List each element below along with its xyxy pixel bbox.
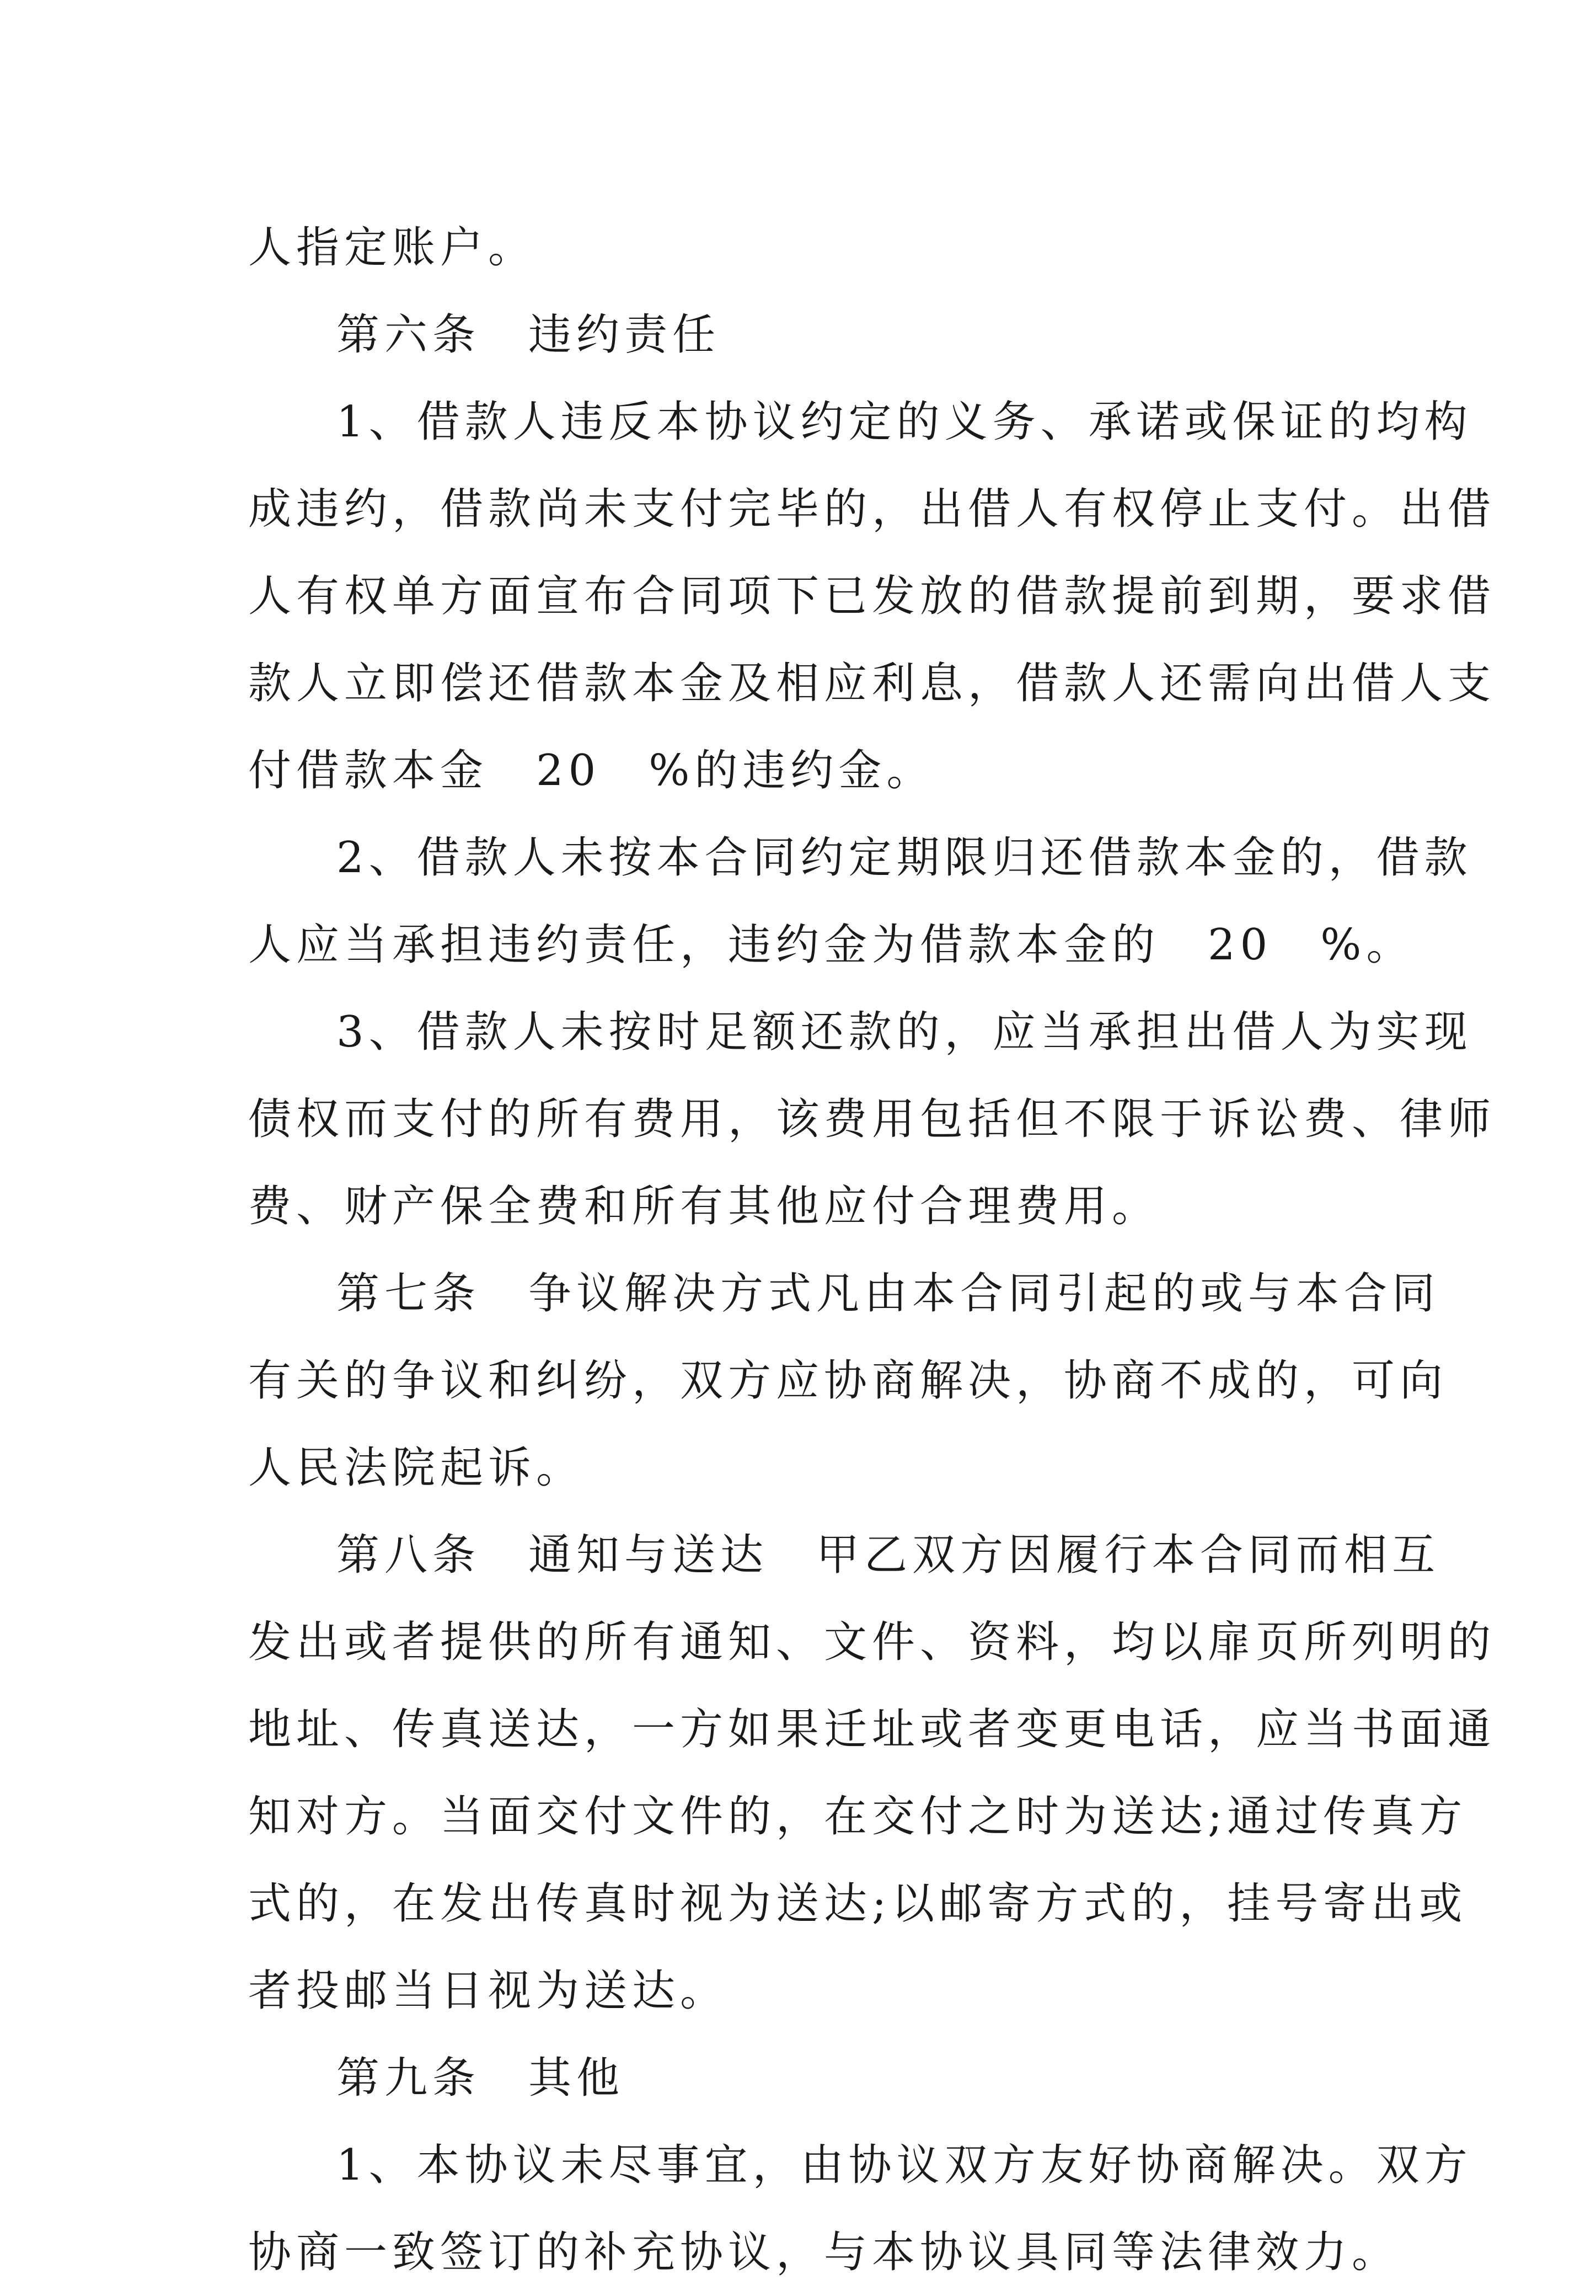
section-heading: 第九条 其他 xyxy=(336,2053,625,2103)
text-line: 2、借款人未按本合同约定期限归还借款本金的，借款 xyxy=(336,833,1472,883)
text-line: 款人立即偿还借款本金及相应利息，借款人还需向出借人支 xyxy=(248,659,1496,708)
text-line: 式的，在发出传真时视为送达;以邮寄方式的，挂号寄出或 xyxy=(248,1879,1468,1929)
text-line: 有关的争议和纠纷，双方应协商解决，协商不成的，可向 xyxy=(248,1356,1448,1406)
text-line: 3、借款人未按时足额还款的，应当承担出借人为实现 xyxy=(336,1007,1472,1057)
section-heading: 第六条 违约责任 xyxy=(336,310,721,360)
text-line: 人指定账户。 xyxy=(248,223,537,273)
text-line: 者投邮当日视为送达。 xyxy=(248,1966,729,2016)
text-line: 债权而支付的所有费用，该费用包括但不限于诉讼费、律师 xyxy=(248,1094,1496,1144)
text-line: 人有权单方面宣布合同项下已发放的借款提前到期，要求借 xyxy=(248,572,1496,621)
text-line: 费、财产保全费和所有其他应付合理费用。 xyxy=(248,1182,1160,1231)
text-line: 知对方。当面交付文件的，在交付之时为送达;通过传真方 xyxy=(248,1792,1468,1841)
text-line: 1、本协议未尽事宜，由协议双方友好协商解决。双方 xyxy=(336,2140,1472,2190)
text-line: 人应当承担违约责任，违约金为借款本金的 20 %。 xyxy=(248,920,1415,970)
text-line: 发出或者提供的所有通知、文件、资料，均以扉页所列明的 xyxy=(248,1617,1496,1667)
document-body xyxy=(248,204,1496,2296)
text-line: 人民法院起诉。 xyxy=(248,1443,585,1493)
text-line: 1、借款人违反本协议约定的义务、承诺或保证的均构 xyxy=(336,397,1472,447)
text-line: 协商一致签订的补充协议，与本协议具同等法律效力。 xyxy=(248,2228,1400,2277)
section-heading: 第七条 争议解决方式凡由本合同引起的或与本合同 xyxy=(336,1269,1440,1318)
text-line: 成违约，借款尚未支付完毕的，出借人有权停止支付。出借 xyxy=(248,484,1496,534)
text-line: 付借款本金 20 %的违约金。 xyxy=(248,746,935,795)
text-line: 地址、传真送达，一方如果迁址或者变更电话，应当书面通 xyxy=(248,1705,1496,1754)
section-heading: 第八条 通知与送达 甲乙双方因履行本合同而相互 xyxy=(336,1530,1440,1580)
